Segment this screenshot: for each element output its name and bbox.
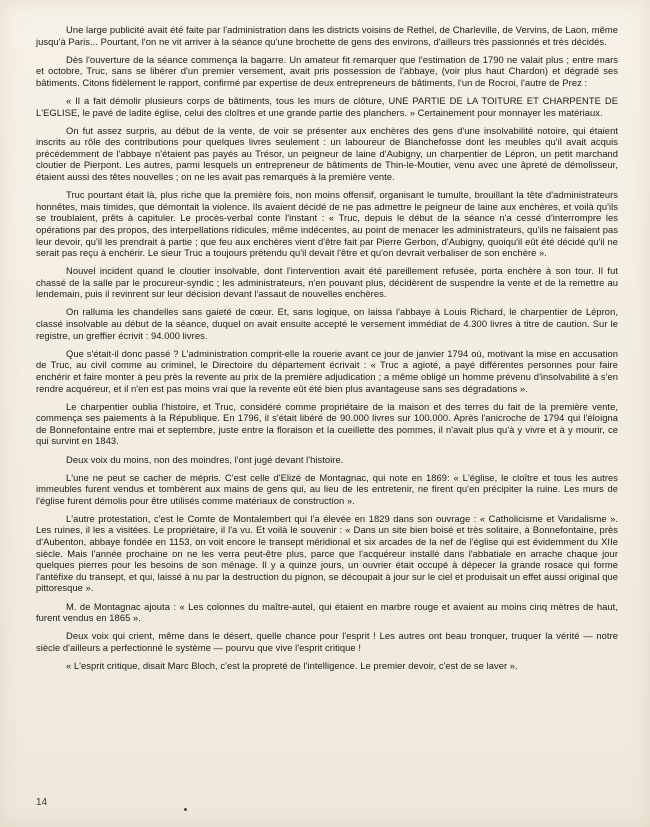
paragraph-esprit-crient: Deux voix qui crient, même dans le désert, quelle chance pour l'esprit ! Les autres ont beau tronquer, truquer la vérité — notre siècle d'ailleurs a perfectionné le système — pourvu que vive l'esprit critique ! — [36, 630, 618, 653]
page-number: 14 — [36, 797, 48, 808]
paragraph-rapport-quote: « Il a fait démolir plusieurs corps de bâtiments, tous les murs de clôture, UNE PARTIE DE LA TOITURE ET CHARPENTE DE L'EGLISE, le pavé de ladite église, celui des cloîtres et une grande partie des planchers. » Certainement pour monnayer les matériaux. — [36, 94, 618, 118]
paragraph-chandelles: On ralluma les chandelles sans gaieté de cœur. Et, sans logique, on laissa l'abbaye à Louis Richard, le charpentier de Lépron, classé insolvable au début de la séance, duquel on avait ensuite accepté le versement immédiat de 4.300 livres à titre de caution. Sur le registre, un greffier écrivit : 94.000 livres. — [36, 306, 618, 341]
paragraph-deux-voix: Deux voix du moins, non des moindres, l'ont jugé devant l'histoire. — [66, 453, 344, 465]
paragraph-publicite: Une large publicité avait été faite par l'administration dans les districts voisins de Rethel, de Charleville, de Vervins, de Laon, même jusqu'à Paris... Pourtant, l'on ne vit arriver à la séance qu'une brochette de gens des environs, d'ailleurs très passionnés et très décidés. — [36, 24, 618, 47]
paragraph-colonnes: M. de Montagnac ajouta : « Les colonnes du maître-autel, qui étaient en marbre rouge et avaient au moins cinq mètres de haut, furent vendus en 1865 ». — [36, 600, 618, 624]
paragraph-cloutier: Nouvel incident quand le cloutier insolvable, dont l'intervention avait été pareillement refusée, porta enchère à son tour. Il fut chassé de la salle par le procureur-syndic ; les administrateurs, n'en pouvant plus, décidèrent de suspendre la vente et de la remettre au lendemain, puis il revinrent sur leur décision devant l'assaut de nouvelles enchères. — [36, 265, 618, 300]
paragraph-encheres-insolvables: On fut assez surpris, au début de la vente, de voir se présenter aux enchères des gens d'une insolvabilité notoire, qui étaient inscrits au rôle des contributions pour quelques livres seulement : un laboureur de Blanchefosse dont les meubles qu'il avait acquis précédemment de l'abbaye n'étaient pas payés au Trésor, un peigneur de laine d'Aubigny, un charpentier de Lépron, un petit marchand cloutier de Pierpont. Les autres, parmi lesquels un entrepreneur de bâtiments de Thin-le-Moutier, venu avec une âpreté de démolisseur, étaient aussi des têtes nouvelles ; on ne les avait pas remarqués à la première vente. — [36, 124, 618, 183]
body-text — [36, 24, 618, 678]
paragraph-marc-bloch: « L'esprit critique, disait Marc Bloch, c'est la propreté de l'intelligence. Le premier devoir, c'est de se laver ». — [66, 659, 518, 671]
paragraph-charpentier: Le charpentier oublia l'histoire, et Truc, considéré comme propriétaire de la maison et des terres du fait de la première vente, commença ses paiements à la République. En 1796, il s'était libéré de 90.000 livres sur 100.000. Après l'anicroche de 1794 qui l'éloigna de Bonnefontaine entre mai et septembre, juste entre la floraison et la cueillette des pommes, il n'avait plus qu'à y vivre et à y mourir, ce qui survint en 1843. — [36, 400, 618, 447]
paragraph-truc-tumulte: Truc pourtant était là, plus riche que la première fois, non moins offensif, organisant le tumulte, brouillant la tête d'administrateurs honnêtes, mais timides, que démontait la violence. Ils avaient décidé de ne pas admettre le peigneur de laine aux enchères, et voilà qu'ils se troublaient, prêts à capituler. Le procès-verbal conte l'instant : « Truc, depuis le début de la séance n'a cessé d'interrompre les opérations par des propos, des interpellations ridicules, même indécentes, au point de menacer les administrateurs, qu'ils ne faisaient pas leur devoir, qu'il les prendrait à partie ; que feu aux enchères vient d'être fait par Pierre Gerbon, d'Aubigny, quoiqu'il eût été décidé qu'il ne serait pas reçu à enchérir. Le sieur Truc a toujours prétendu qu'il devait l'être et qu'on devrait verbaliser de son enchère ». — [36, 189, 618, 259]
paragraph-montalembert: L'autre protestation, c'est le Comte de Montalembert qui l'a élevée en 1829 dans son ouvrage : « Catholicisme et Vandalisme ». Les ruines, il les a visitées. Le propriétaire, il l'a vu. Et voilà le souvenir : « Dans un site bien boisé et très solitaire, à Bonnefontaine, près d'Aubenton, abbaye fondée en 1153, on voit encore le transept méridional et six arcades de la nef de l'église qui est évidemment du XIIe siècle. Mais l'année prochaine on ne les verra peut-être plus, parce que l'acquéreur installé dans l'abbatiale en arrache chaque jour quelques pierres pour les besoins de son ménage. Il y a quinze jours, un ouvrier était occupé à dépecer la grande rosace qui forme l'antéfixe du transept, et qui, laissé à nu par la destruction du pignon, se découpait à jour sur le ciel et produisait un effet aussi original que pittoresque ». — [36, 512, 618, 594]
paragraph-rouerie: Que s'était-il donc passé ? L'administration comprit-elle la rouerie avant ce jour de janvier 1794 où, motivant la mise en accusation de Truc, au civil comme au criminel, le Directoire du département écrivait : « Truc a agioté, a payé différentes personnes pour faire enchérir et faire monter à peu près la revente au prix de la première adjudication ; a même obligé un homme prévenu d'insolvabilité à s'en rendre acquéreur, et il n'en est pas moins vrai que la revente eût été bien plus avantageuse sans ses dégradations ». — [36, 347, 618, 394]
footer-dot — [184, 808, 187, 811]
paragraph-bagarre: Dès l'ouverture de la séance commença la bagarre. Un amateur fit remarquer que l'estimation de 1790 ne valait plus ; entre mars et octobre, Truc, sans se libérer d'un premier versement, avait pris possession de l'abbaye, (voir plus haut Chardon) et dégradé ses bâtiments. Citons fidèlement le rapport, confirmé par expertise de deux entrepreneurs de bâtiments, l'un de Rocroi, l'autre de Prez : — [36, 53, 618, 88]
paragraph-montagnac: L'une ne peut se cacher de mépris. C'est celle d'Elizé de Montagnac, qui note en 1869: « L'église, le cloître et tous les autres immeubles furent vendus et tombèrent aux mains de gens qui, au lieu de les entretenir, ne firent qu'en précipiter la ruine. Les murs de l'église furent démolis pour être utilisés comme matériaux de construction ». — [36, 471, 618, 506]
